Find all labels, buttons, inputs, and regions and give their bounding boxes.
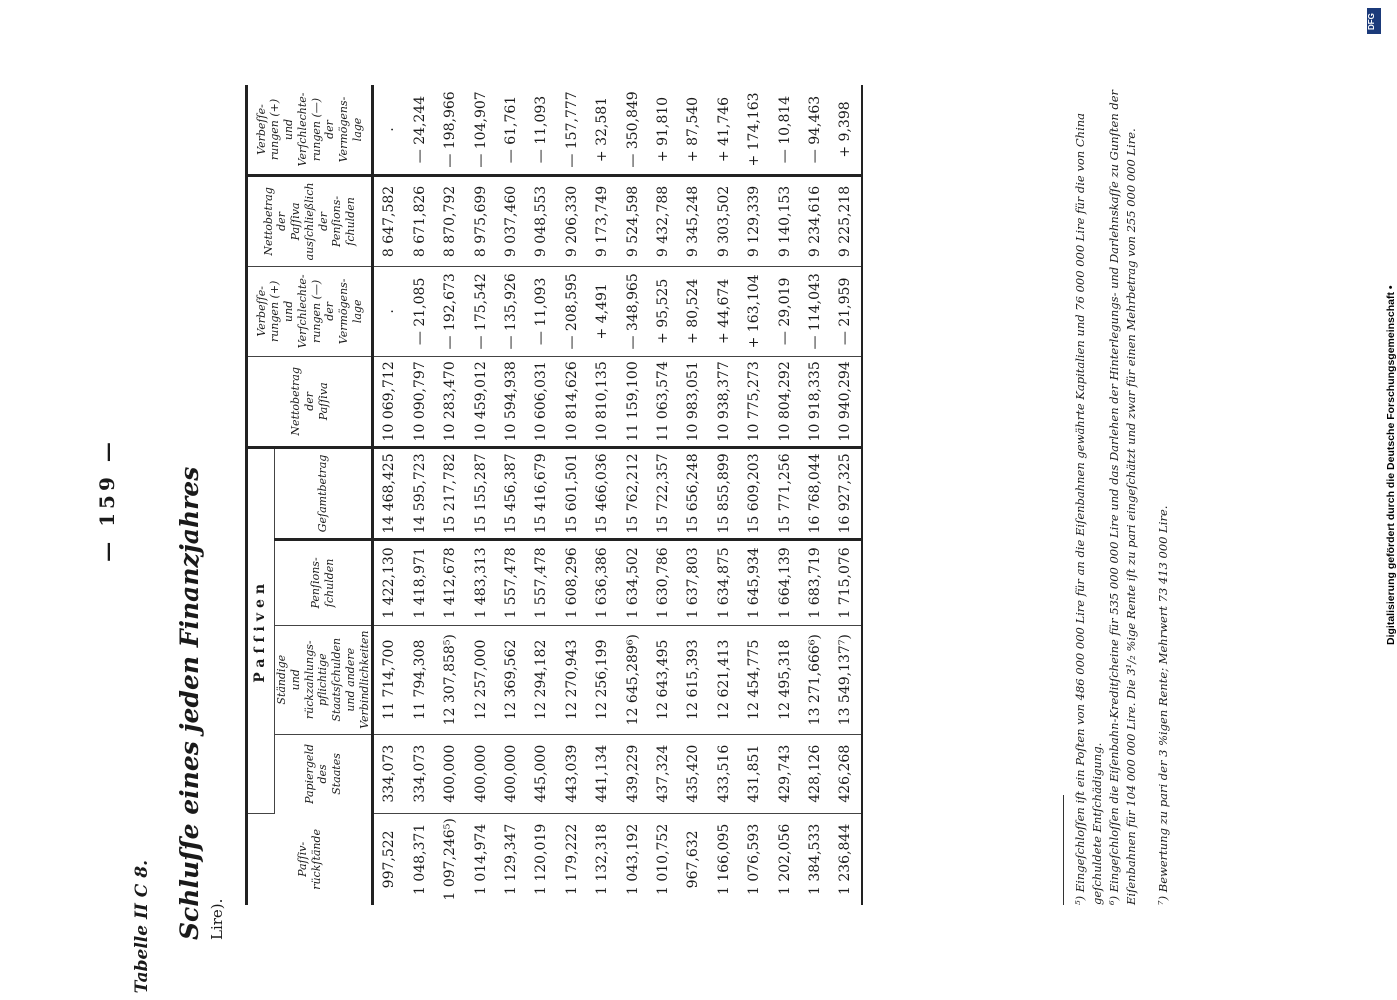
header-staatsschulden: Ständige und rückzahlungs- pflichtige Staatsſchulden und andere Verbindlichkeiten	[275, 625, 373, 734]
cell-gesamtbetrag: 14 595,723	[405, 447, 435, 539]
cell-passivrueckstaende: 1 129,347	[503, 823, 519, 895]
cell-nettobetrag: 11 063,574	[648, 356, 678, 447]
cell-passivrueckstaende: 1 043,192	[624, 823, 641, 895]
cell-gesamtbetrag: 15 456,387	[496, 447, 526, 539]
cell-papiergeld: 334,073	[405, 734, 435, 813]
cell-passivrueckstaende: 1 166,095	[715, 823, 732, 895]
header-papiergeld: Papiergeld des Staates	[275, 734, 373, 813]
cell-nettobetrag-ohne-pension: 9 225,218	[830, 175, 861, 266]
cell-nettobetrag-ohne-pension: 9 173,749	[587, 175, 617, 266]
cell-staatsschulden: 11 794,308	[405, 625, 435, 734]
cell-verbesserungen-2: — 94,463	[800, 85, 830, 175]
cell-papiergeld: 400,000	[435, 734, 465, 813]
cell-pensionsschulden: 1 483,313	[465, 540, 495, 626]
header-passivrueckstaende: Paſſiv- rückſtände	[247, 813, 373, 905]
cell-nettobetrag-ohne-pension: 8 870,792	[435, 175, 465, 266]
header-nettobetrag: Nettobetrag der Paſſiva	[247, 356, 373, 447]
footnote-6: ⁶) Eingeſchloſſen die Eiſenbahn-Kreditſcheine für 535 000 000 Lire und das Darlehen der Hinterlegungs- und Darlehnskaſſe zu Gunſten der Eiſenbahnen für 104 000 000 Lire. Die 3¹/₂ %ige Rente iſt zu pari eingeſchätzt und zwar für einen Mehrbetrag von 255 000 000 Lire.	[1107, 89, 1138, 905]
cell-papiergeld: 435,420	[678, 734, 708, 813]
cell-nettobetrag: 10 283,470	[435, 356, 465, 447]
cell-pensionsschulden: 1 412,678	[435, 540, 465, 626]
dfg-logo-text: DFG	[1367, 13, 1376, 30]
cell-nettobetrag-ohne-pension: 9 037,460	[496, 175, 526, 266]
cell-nettobetrag-ohne-pension: 8 671,826	[405, 175, 435, 266]
cell-staatsschulden: 12 615,393	[678, 625, 708, 734]
cell-passivrueckstaende: 967,632	[685, 830, 702, 889]
cell-staatsschulden: 12 454,775	[739, 625, 769, 734]
cell-nettobetrag: 10 918,335	[800, 356, 830, 447]
cell-verbesserungen-1: + 163,104	[739, 266, 769, 356]
cell-pensionsschulden: 1 557,478	[496, 540, 526, 626]
cell-nettobetrag-ohne-pension: 9 234,616	[800, 175, 830, 266]
cell-pensionsschulden: 1 637,803	[678, 540, 708, 626]
cell-gesamtbetrag: 16 768,044	[800, 447, 830, 539]
footnote-5: ⁵) Eingeſchloſſen iſt ein Poſten von 486 000 000 Lire für an die Eiſenbahnen gewährte Kapitalien und 76 000 000 Lire für die von China geſchuldete Entſchädigung.	[1073, 112, 1104, 905]
cell-passivrueckstaende: 1 010,752	[654, 823, 671, 895]
cell-passivrueckstaende: 1 048,371	[411, 823, 428, 895]
unit-note: Lire).	[208, 898, 226, 940]
cell-verbesserungen-1: — 208,595	[557, 266, 587, 356]
cell-gesamtbetrag: 15 217,782	[435, 447, 465, 539]
cell-verbesserungen-2: + 87,540	[678, 85, 708, 175]
cell-nettobetrag: 10 983,051	[678, 356, 708, 447]
cell-gesamtbetrag: 15 601,501	[557, 447, 587, 539]
cell-verbesserungen-2: + 91,810	[648, 85, 678, 175]
cell-gesamtbetrag: 15 656,248	[678, 447, 708, 539]
cell-passivrueckstaende: 1 236,844	[830, 813, 861, 905]
table-row	[769, 85, 799, 905]
cell-passivrueckstaende: 1 076,593	[746, 823, 763, 895]
dfg-logo	[1367, 8, 1381, 34]
cell-nettobetrag: 11 159,100	[617, 356, 647, 447]
cell-nettobetrag: 10 594,938	[496, 356, 526, 447]
table-row	[373, 85, 405, 905]
table-row	[526, 85, 556, 905]
cell-gesamtbetrag: 15 771,256	[769, 447, 799, 539]
cell-pensionsschulden: 1 636,386	[587, 540, 617, 626]
cell-nettobetrag-ohne-pension: 9 048,553	[526, 175, 556, 266]
cell-passivrueckstaende: 1 384,533	[806, 823, 823, 895]
table-row	[800, 85, 830, 905]
cell-nettobetrag-ohne-pension: 8 975,699	[465, 175, 495, 266]
cell-nettobetrag: 10 069,712	[373, 356, 405, 447]
cell-gesamtbetrag: 15 466,036	[587, 447, 617, 539]
cell-verbesserungen-2: — 10,814	[769, 85, 799, 175]
table-row	[739, 85, 769, 905]
header-group-passiven: Paſſiven	[247, 447, 275, 813]
cell-nettobetrag: 10 938,377	[709, 356, 739, 447]
cell-verbesserungen-1: + 44,674	[709, 266, 739, 356]
cell-verbesserungen-1: — 21,085	[405, 266, 435, 356]
cell-papiergeld: 433,516	[709, 734, 739, 813]
liabilities-table	[245, 85, 863, 905]
cell-nettobetrag-ohne-pension: 9 206,330	[557, 175, 587, 266]
digitization-credit: Digitalisierung gefördert durch die Deutsche Forschungsgemeinschaft •	[1385, 285, 1397, 645]
cell-staatsschulden: 13 271,666⁶)	[800, 625, 830, 734]
cell-verbesserungen-2: — 11,093	[526, 85, 556, 175]
cell-papiergeld: 437,324	[648, 734, 678, 813]
cell-papiergeld: 400,000	[465, 734, 495, 813]
table-row	[465, 85, 495, 905]
cell-nettobetrag-ohne-pension: 9 345,248	[678, 175, 708, 266]
cell-papiergeld: 428,126	[800, 734, 830, 813]
cell-nettobetrag-ohne-pension: 9 524,598	[617, 175, 647, 266]
table-row	[405, 85, 435, 905]
cell-papiergeld: 429,743	[769, 734, 799, 813]
cell-papiergeld: 334,073	[373, 734, 405, 813]
cell-passivrueckstaende: 1 014,974	[472, 823, 489, 895]
header-verbesserungen-2: Verbeſſe- rungen (+) und Verſchlechte- rungen (—) der Vermögens- lage	[247, 85, 373, 175]
table-row	[435, 85, 465, 905]
cell-staatsschulden: 12 294,182	[526, 625, 556, 734]
cell-nettobetrag-ohne-pension: 9 129,339	[739, 175, 769, 266]
cell-verbesserungen-1: — 135,926	[496, 266, 526, 356]
cell-staatsschulden: 12 369,562	[496, 625, 526, 734]
table-row	[709, 85, 739, 905]
cell-gesamtbetrag: 15 609,203	[739, 447, 769, 539]
cell-nettobetrag: 10 775,273	[739, 356, 769, 447]
header-nettobetrag-ohne-pension: Nettobetrag der Paſſiva ausſchließlich der Penſions- ſchulden	[247, 175, 373, 266]
cell-papiergeld: 426,268	[830, 734, 861, 813]
cell-passivrueckstaende: 1 202,056	[776, 823, 793, 895]
cell-staatsschulden: 12 257,000	[465, 625, 495, 734]
cell-nettobetrag-ohne-pension: 9 432,788	[648, 175, 678, 266]
cell-staatsschulden: 12 307,858⁵)	[435, 625, 465, 734]
cell-staatsschulden: 12 256,199	[587, 625, 617, 734]
cell-verbesserungen-2: + 32,581	[587, 85, 617, 175]
table-id: Tabelle II C 8.	[132, 860, 152, 994]
cell-nettobetrag: 10 940,294	[830, 356, 861, 447]
cell-nettobetrag-ohne-pension: 9 303,502	[709, 175, 739, 266]
cell-verbesserungen-2: + 9,398	[830, 85, 861, 175]
cell-nettobetrag-ohne-pension: 9 140,153	[769, 175, 799, 266]
cell-passivrueckstaende: 1 097,246⁵)	[442, 818, 459, 901]
cell-verbesserungen-2: — 157,777	[557, 85, 587, 175]
cell-papiergeld: 431,851	[739, 734, 769, 813]
table-row	[830, 85, 861, 905]
cell-verbesserungen-2: — 24,244	[405, 85, 435, 175]
cell-pensionsschulden: 1 664,139	[769, 540, 799, 626]
cell-papiergeld: 441,134	[587, 734, 617, 813]
cell-pensionsschulden: 1 634,875	[709, 540, 739, 626]
cell-verbesserungen-1: + 80,524	[678, 266, 708, 356]
cell-staatsschulden: 12 495,318	[769, 625, 799, 734]
cell-verbesserungen-2: — 198,966	[435, 85, 465, 175]
cell-verbesserungen-2: + 174,163	[739, 85, 769, 175]
footnote-7: ⁷) Bewertung zu pari der 3 %igen Rente; Mehrwert 73 413 000 Lire.	[1156, 505, 1170, 905]
cell-pensionsschulden: 1 645,934	[739, 540, 769, 626]
cell-nettobetrag: 10 090,797	[405, 356, 435, 447]
cell-verbesserungen-1: — 29,019	[769, 266, 799, 356]
table-row	[617, 85, 647, 905]
cell-verbesserungen-2: + 41,746	[709, 85, 739, 175]
cell-staatsschulden: 11 714,700	[373, 625, 405, 734]
cell-pensionsschulden: 1 608,296	[557, 540, 587, 626]
cell-gesamtbetrag: 15 416,679	[526, 447, 556, 539]
header-verbesserungen-1: Verbeſſe- rungen (+) und Verſchlechte- rungen (—) der Vermögens- lage	[247, 266, 373, 356]
cell-verbesserungen-1: — 175,542	[465, 266, 495, 356]
cell-nettobetrag: 10 814,626	[557, 356, 587, 447]
cell-papiergeld: 445,000	[526, 734, 556, 813]
cell-verbesserungen-1: — 21,959	[830, 266, 861, 356]
footnote-rule	[1063, 795, 1064, 905]
cell-staatsschulden: 13 549,137⁷)	[830, 625, 861, 734]
header-gesamtbetrag: Geſamtbetrag	[275, 447, 373, 539]
cell-gesamtbetrag: 15 855,899	[709, 447, 739, 539]
cell-papiergeld: 443,039	[557, 734, 587, 813]
cell-gesamtbetrag: 15 155,287	[465, 447, 495, 539]
cell-verbesserungen-2: — 350,849	[617, 85, 647, 175]
cell-papiergeld: 439,229	[617, 734, 647, 813]
cell-verbesserungen-1: + 4,491	[587, 266, 617, 356]
cell-pensionsschulden: 1 683,719	[800, 540, 830, 626]
cell-pensionsschulden: 1 557,478	[526, 540, 556, 626]
cell-passivrueckstaende: 1 179,222	[563, 823, 580, 895]
cell-verbesserungen-2: — 104,907	[465, 85, 495, 175]
cell-nettobetrag: 10 459,012	[465, 356, 495, 447]
cell-staatsschulden: 12 270,943	[557, 625, 587, 734]
cell-papiergeld: 400,000	[496, 734, 526, 813]
cell-verbesserungen-1: — 114,043	[800, 266, 830, 356]
cell-staatsschulden: 12 645,289⁶)	[617, 625, 647, 734]
cell-pensionsschulden: 1 422,130	[373, 540, 405, 626]
cell-verbesserungen-1: .	[373, 266, 405, 356]
cell-verbesserungen-1: — 11,093	[526, 266, 556, 356]
cell-verbesserungen-2: — 61,761	[496, 85, 526, 175]
cell-passivrueckstaende: 1 132,318	[594, 823, 611, 895]
cell-passivrueckstaende: 1 120,019	[533, 823, 550, 895]
cell-nettobetrag: 10 804,292	[769, 356, 799, 447]
page-title: Schluſſe eines jeden Finanzjahres	[175, 466, 204, 940]
cell-pensionsschulden: 1 634,502	[617, 540, 647, 626]
header-pensionsschulden: Penſions- ſchulden	[275, 540, 373, 626]
cell-verbesserungen-1: + 95,525	[648, 266, 678, 356]
cell-verbesserungen-1: — 348,965	[617, 266, 647, 356]
cell-gesamtbetrag: 14 468,425	[373, 447, 405, 539]
cell-staatsschulden: 12 621,413	[709, 625, 739, 734]
table-row	[557, 85, 587, 905]
cell-nettobetrag-ohne-pension: 8 647,582	[373, 175, 405, 266]
table-row	[648, 85, 678, 905]
cell-gesamtbetrag: 15 722,357	[648, 447, 678, 539]
cell-pensionsschulden: 1 715,076	[830, 540, 861, 626]
cell-gesamtbetrag: 15 762,212	[617, 447, 647, 539]
cell-passivrueckstaende: 997,522	[381, 830, 398, 889]
page-number: — 159 —	[95, 438, 119, 562]
cell-nettobetrag: 10 606,031	[526, 356, 556, 447]
cell-verbesserungen-1: — 192,673	[435, 266, 465, 356]
table-row	[678, 85, 708, 905]
cell-pensionsschulden: 1 418,971	[405, 540, 435, 626]
table-row	[587, 85, 617, 905]
table-row	[496, 85, 526, 905]
cell-pensionsschulden: 1 630,786	[648, 540, 678, 626]
cell-staatsschulden: 12 643,495	[648, 625, 678, 734]
cell-nettobetrag: 10 810,135	[587, 356, 617, 447]
cell-verbesserungen-2: .	[373, 85, 405, 175]
cell-gesamtbetrag: 16 927,325	[830, 447, 861, 539]
